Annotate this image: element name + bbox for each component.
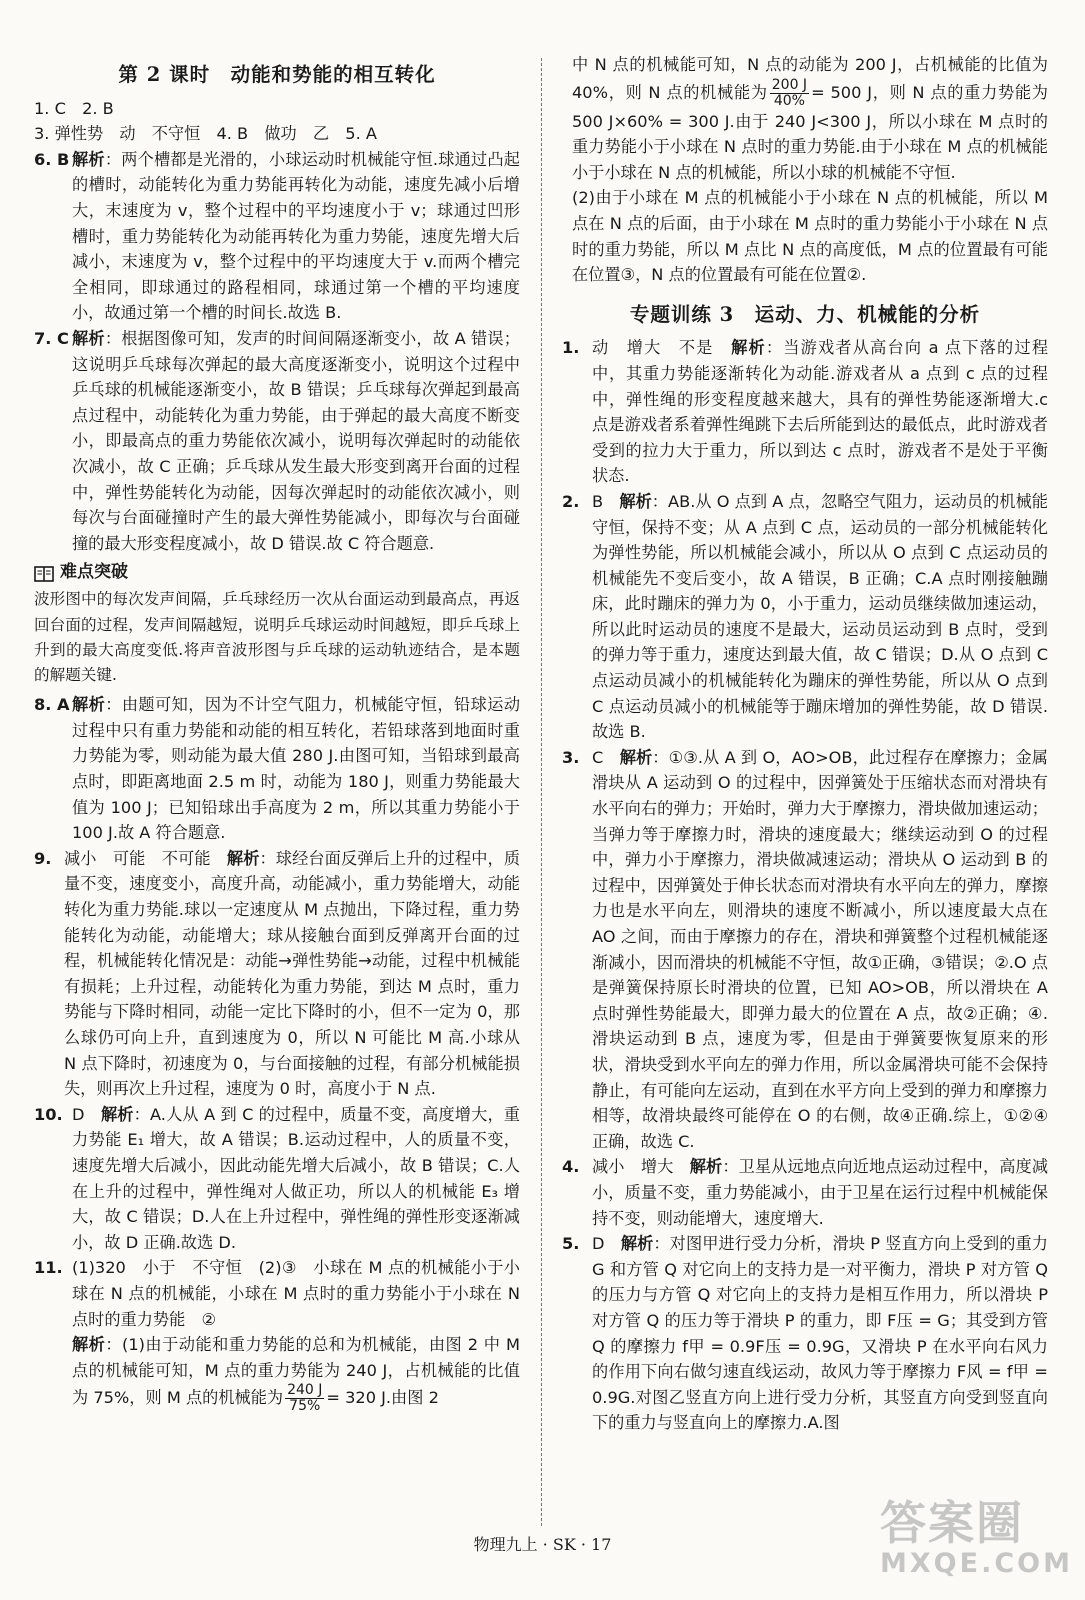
analysis-text: ：①③.从 A 到 O，AO>OB，此过程存在摩擦力；金属滑块从 A 运动到 O 的过程中，因弹簧处于压缩状态而对滑块有水平向右的弹力；开始时，弹力大于摩擦力，滑块做加速运动；当弹力等于摩擦力时，滑块的速度最大；继续运动到 O 的过程中，弹力小于摩擦力，滑块做减速运动；滑块从 O 运动到 B 的过程中，因弹簧处于伸长状态而对滑块有水平向左的弹力，摩擦力也是水平向左，则滑块的速度不断减小，所以速度最大点在 AO 之间，而由于摩擦力的存在，滑块和弹簧整个过程机械能逐渐减小，因而滑块的机械能不守恒，故①正确，③错误；②.O 点是弹簧保持原长时滑块的位置，已知 AO>OB，所以滑块在 A 点时弹性势能最大，即弹力最大的位置在 A 点，故②正确；④.滑块运动到 B 点，速度为零，但是由于弹簧要恢复原来的形状，滑块受到水平向左的弹力作用，所以金属滑块可能不会保持静止，有可能向左运动，直到在水平方向上受到的弹力和摩擦力相等，故滑块最终可能停在 O 的右侧，故④正确.综上，①②④正确，故选 C.	[592, 747, 1048, 1151]
question-number: 5.	[562, 1234, 580, 1254]
watermark-logo	[880, 1497, 1080, 1597]
question-number: 1.	[562, 338, 580, 358]
answer-text: 减小 可能 不可能	[64, 848, 227, 868]
book-icon	[34, 565, 54, 581]
analysis-label: 解析	[619, 491, 652, 511]
analysis-text-cont: = 500 J，则 N 点的重力势能为 500 J×60% = 300 J.由于 240 J<300 J，所以小球在 M 点时的重力势能小于小球在 N 点时的重力势能.由于小球在 M 点的机械能小于小球在 N 点的机械能，所以小球的机械能不守恒.	[572, 82, 1048, 182]
analysis-label: 解析	[72, 149, 105, 169]
training-2	[562, 489, 1048, 745]
training-3	[562, 745, 1048, 1155]
question-number: 7. C	[34, 328, 69, 348]
analysis-label: 解析	[72, 328, 105, 348]
question-number: 9.	[34, 848, 52, 868]
question-9	[34, 846, 520, 1102]
analysis-label: 解析	[226, 848, 260, 868]
analysis-text: ：当游戏者从高台向 a 点下落的过程中，其重力势能逐渐转化为动能.游戏者从 a 点到 c 点的过程中，弹性绳的形变程度越来越大，具有的弹性势能逐渐增大.c 点是游戏者系着弹性绳跳下去后所能到达的最低点，此时游戏者受到的拉力大于重力，所以到达 c 点时，游戏者不是处于平衡状态.	[592, 338, 1049, 486]
analysis-text: ：根据图像可知，发声的时间间隔逐渐变小，故 A 错误；这说明乒乓球每次弹起的最大高度逐渐变小，说明这个过程中乒乓球的机械能逐渐变小，故 B 错误；乒乓球每次弹起到最高点过程中，动能转化为重力势能，由于弹起的最大高度不断变小，即最高点的重力势能依次减小，说明每次弹起时的动能依次减小，故 C 正确；乒乓球从发生最大形变到离开台面的过程中，弹性势能转化为动能，因每次弹起时的动能依次减小，则每次与台面碰撞时产生的最大弹性势能减小，即每次与台面碰撞的最大形变程度减小，故 D 错误.故 C 符合题意.	[72, 328, 520, 553]
question-number: 8. A	[34, 695, 70, 715]
answer-text: 动 增大 不是	[592, 338, 732, 358]
analysis-text-cont: = 320 J.由图 2	[326, 1388, 439, 1408]
question-number: 3.	[562, 747, 580, 767]
answer-text: B	[592, 491, 620, 511]
training-5	[562, 1231, 1048, 1436]
question-8	[34, 692, 520, 846]
question-11-analysis-cont	[562, 52, 1048, 185]
question-number: 11.	[34, 1258, 63, 1278]
analysis-text: ：由题可知，因为不计空气阻力，机械能守恒，铅球运动过程中只有重力势能和动能的相互转化，若铅球落到地面时重力势能为零，则动能为最大值 280 J.由图可知，当铅球到最高点时，即距离地面 2.5 m 时，动能为 180 J，则重力势能最大值为 100 J；已知铅球出手高度为 2 m，所以其重力势能小于 100 J.故 A 符合题意.	[72, 695, 521, 843]
answer-3-5: 3. 弹性势 动 不守恒 4. B 做功 乙 5. A	[34, 124, 377, 144]
answer-1-2: 1. C 2. B	[34, 98, 114, 118]
analysis-label: 解析	[731, 338, 766, 358]
analysis-label: 解析	[100, 1104, 134, 1124]
right-column	[562, 52, 1048, 1436]
analysis-text: ：两个槽都是光滑的，小球运动时机械能守恒.球通过凸起的槽时，动能转化为重力势能再转化为动能，速度先减小后增大，末速度为 v，整个过程中的平均速度小于 v；球通过凹形槽时，重力势能转化为动能再转化为重力势能，速度先增大后减小，末速度为 v，整个过程中的平均速度大于 v.而两个槽完全相同，即球通过的路程相同，球通过第一个槽的平均速度小，故通过第一个槽的时间长.故选 B.	[72, 149, 520, 323]
question-number: 2.	[562, 491, 580, 511]
difficulty-title: 难点突破	[60, 562, 128, 583]
page-footer: 物理九上 · SK · 17	[473, 1535, 612, 1554]
question-10	[34, 1102, 520, 1256]
analysis-text: ：球经台面反弹后上升的过程中，质量不变，速度变小，高度升高，动能减小，重力势能增大，动能转化为重力势能.球以一定速度从 M 点抛出，下降过程，重力势能转化为动能，动能增大；球从接触台面到反弹离开台面的过程，机械能转化情况是：动能→弹性势能→动能，过程中机械能有损耗；上升过程，动能转化为重力势能，到达 M 点时，重力势能与下降时相同，动能一定比下降时的小，但不一定为 0，那么球仍可向上升，直到速度为 0，所以 N 可能比 M 高.小球从 N 点下降时，初速度为 0，与台面接触的过程，有部分机械能损失，则再次上升过程，速度为 0 时，高度小于 N 点.	[64, 848, 521, 1099]
fraction: $\frac{200 J}{40\%}$	[771, 76, 808, 109]
fraction: $\frac{240 J}{75\%}$	[287, 1382, 323, 1415]
analysis-text: ：AB.从 O 点到 A 点，忽略空气阻力，运动员的机械能守恒，保持不变；从 A 点到 C 点，运动员的一部分机械能转化为弹性势能，所以机械能会减小，所以从 O 点到 C 点运动员的机械能先不变后变小，故 A 错误，B 正确；C.A 点时刚接触蹦床，此时蹦床的弹力为 0，小于重力，运动员继续做加速运动，所以此时运动员的速度不是最大，运动员运动到 B 点时，受到的弹力等于重力，速度达到最大值，故 C 错误；D.从 O 点到 C 点运动员减小的机械能转化为蹦床的弹性势能，所以从 O 点到 C 点运动员减小的机械能等于蹦床增加的弹性势能，故 D 错误.故选 B.	[592, 491, 1048, 742]
answer-text: 减小 增大	[592, 1157, 690, 1177]
question-11-analysis	[34, 1332, 520, 1414]
answer-text: (1)320 小于 不守恒 (2)③ 小球在 M 点的机械能小于小球在 N 点的机械能，小球在 M 点时的重力势能小于小球在 N 点时的重力势能 ②	[72, 1258, 520, 1329]
question-11-part-2: (2)由于小球在 M 点的机械能小于小球在 N 点的机械能，所以 M 点在 N 点的后面，由于小球在 M 点时的重力势能小于小球在 N 点时的重力势能，所以 M 点比 N 点的高度低，M 点的位置最有可能在位置③，N 点的位置最有可能在位置②.	[572, 188, 1048, 285]
analysis-text: ：A.人从 A 到 C 的过程中，质量不变，高度增大，重力势能 E₁ 增大，故 A 错误；B.运动过程中，人的质量不变，速度先增大后减小，因此动能先增大后减小，故 B 错误；C.人在上升的过程中，弹性绳对人做正功，所以人的机械能 E₃ 增大，故 C 错误；D.人在上升过程中，弹性绳的弹性形变逐渐减小，故 D 正确.故选 D.	[72, 1104, 520, 1252]
analysis-label: 解析	[620, 1234, 654, 1254]
answer-text: D	[72, 1104, 101, 1124]
training-4	[562, 1154, 1048, 1231]
answer-text: C	[592, 747, 620, 767]
question-number: 6. B	[34, 149, 70, 169]
answer-text: D	[592, 1234, 621, 1254]
question-11	[34, 1255, 520, 1332]
analysis-text: ：对图甲进行受力分析，滑块 P 竖直方向上受到的重力 G 和方管 Q 对它向上的支持力是一对平衡力，滑块 P 对方管 Q 的压力与方管 Q 对它向上的支持力是相互作用力，所以滑块 P 对方管 Q 的压力等于滑块 P 的重力，即 F压 = G；其受到方管 Q 的摩擦力 f甲 = 0.9F压 = 0.9G，又滑块 P 在水平向右风力的作用下向右做匀速直线运动，故风力等于摩擦力 F风 = f甲 = 0.9G.对图乙竖直方向上进行受力分析，其竖直方向受到竖直向下的重力与竖直向上的摩擦力.A.图	[592, 1234, 1048, 1433]
analysis-text: ：(1)由于动能和重力势能的总和为机械能，由图 2 中 M 点的机械能可知，M 点的重力势能为 240 J，占机械能的比值为 75%，则 M 点的机械能为	[72, 1335, 520, 1408]
analysis-text: 中 N 点的机械能可知，N 点的动能为 200 J，占机械能的比值为 40%，则 N 点的机械能为	[572, 55, 1048, 102]
left-column	[34, 52, 520, 1414]
analysis-label: 解析	[619, 747, 653, 767]
lesson-title: 第 2 课时 动能和势能的相互转化	[118, 63, 436, 86]
difficulty-text: 波形图中的每次发声间隔，乒乓球经历一次从台面运动到最高点，再返回台面的过程，发声间隔越短，说明乒乓球运动时间越短，即乒乓球上升到的最大高度变低.将声音波形图与乒乓球的运动轨迹结合，是本题的解题关键.	[34, 590, 520, 685]
analysis-text: ：卫星从远地点向近地点运动过程中，高度减小，质量不变，重力势能减小，由于卫星在运行过程中机械能保持不变，则动能增大，速度增大.	[592, 1157, 1049, 1228]
analysis-label: 解析	[689, 1157, 723, 1177]
analysis-label: 解析	[72, 695, 106, 715]
training-1	[562, 335, 1048, 489]
question-6	[34, 147, 520, 326]
section-title: 专题训练 3 运动、力、机械能的分析	[629, 302, 981, 326]
analysis-label: 解析	[72, 1335, 106, 1355]
difficulty-breakthrough	[34, 560, 520, 688]
question-number: 10.	[34, 1104, 63, 1124]
question-number: 4.	[562, 1157, 580, 1177]
column-divider	[541, 58, 542, 1526]
watermark-text: 答案圈	[880, 1496, 1024, 1550]
watermark-url: MXQE.COM	[880, 1548, 1073, 1579]
question-7	[34, 326, 520, 556]
